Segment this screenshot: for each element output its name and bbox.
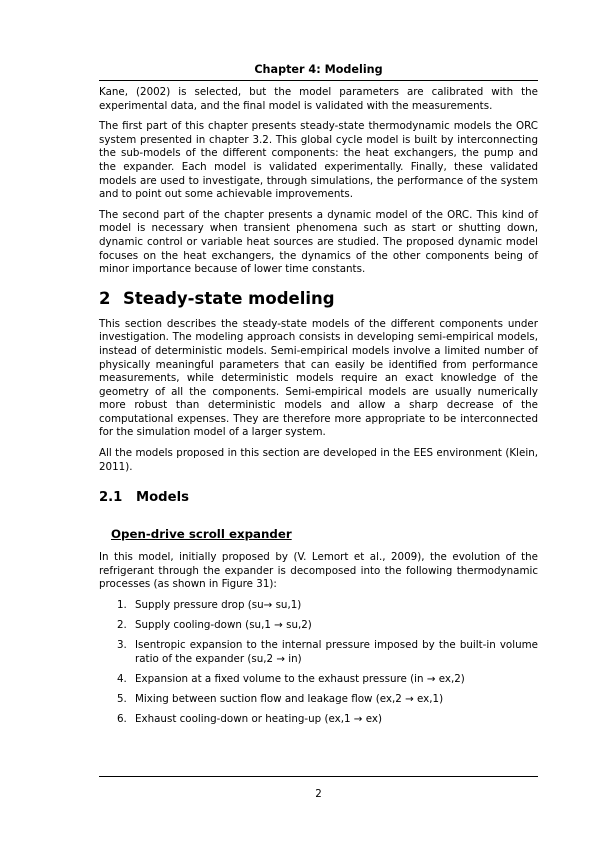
section-paragraph-2: All the models proposed in this section are developed in the EES environment (Klein, 2011). bbox=[99, 447, 538, 473]
list-item-number: 3. bbox=[117, 639, 127, 652]
list-item-text: Supply cooling-down (su,1 → su,2) bbox=[135, 619, 312, 632]
list-item bbox=[99, 599, 538, 613]
section-number: 2 bbox=[99, 288, 111, 308]
page-body bbox=[99, 86, 538, 733]
intro-paragraph-1: Kane, (2002) is selected, but the model parameters are calibrated with the experimental data, and the final model is validated with the measurements. bbox=[99, 86, 538, 112]
list-item-number: 5. bbox=[117, 693, 127, 705]
list-item-text: Exhaust cooling-down or heating-up (ex,1 → ex) bbox=[135, 713, 382, 726]
list-item-number: 6. bbox=[117, 713, 127, 726]
list-item-number: 2. bbox=[117, 619, 127, 632]
list-item-text: Mixing between suction flow and leakage flow (ex,2 → ex,1) bbox=[135, 693, 444, 705]
list-item-text: Supply pressure drop (su→ su,1) bbox=[135, 599, 302, 612]
page-number: 2 bbox=[315, 788, 322, 800]
intro-paragraph-2: The first part of this chapter presents steady-state thermodynamic models the ORC system presented in chapter 3.2. This global cycle model is built by interconnecting the sub-models of the different components: the heat exchangers, the pump and the expander. Each model is validated experimentally. Finally, these validated models are used to investigate, through simulations, the performance of the system and to point out some achievable improvements. bbox=[99, 120, 538, 201]
list-item-number: 1. bbox=[117, 599, 127, 612]
footer-rule bbox=[99, 776, 538, 777]
list-item bbox=[99, 619, 538, 633]
subsection-title: Models bbox=[136, 490, 189, 506]
header-rule bbox=[99, 80, 538, 81]
process-list bbox=[99, 599, 538, 727]
list-item bbox=[99, 673, 538, 687]
list-item-text: Expansion at a fixed volume to the exhaust pressure (in → ex,2) bbox=[135, 672, 465, 685]
section-title: Steady-state modeling bbox=[123, 288, 335, 308]
list-item bbox=[99, 639, 538, 666]
subsection-number: 2.1 bbox=[99, 490, 123, 506]
list-item bbox=[99, 713, 538, 727]
section-heading-steady-state bbox=[99, 289, 538, 309]
subsection-paragraph: In this model, initially proposed by (V. Lemort et al., 2009), the evolution of the refrigerant through the expander is decomposed into the following thermodynamic processes (as shown in Figure 31): bbox=[99, 551, 538, 591]
subheading-scroll-expander: Open-drive scroll expander bbox=[111, 527, 292, 542]
intro-paragraph-3: The second part of the chapter presents a dynamic model of the ORC. This kind of model is necessary when transient phenomena such as start or shutting down, dynamic control or variable heat sources are studied. The proposed dynamic model focuses on the heat exchangers, the dynamics of the other components being of minor importance because of lower time constants. bbox=[99, 208, 538, 276]
running-header: Chapter 4: Modeling bbox=[254, 63, 383, 76]
list-item bbox=[99, 693, 538, 707]
subsection-heading-models bbox=[99, 489, 538, 506]
list-item-number: 4. bbox=[117, 672, 127, 685]
section-paragraph-1: This section describes the steady-state models of the different components under investigation. The modeling approach consists in developing semi-empirical models, instead of deterministic models. Semi-empirical models involve a limited number of physically meaningful parameters that can easily be identified from performance measurements, while deterministic models require an exact knowledge of the geometry of all the components. Semi-empirical models are usually numerically more robust than deterministic models and allow a sharp decrease of the computational expenses. They are therefore more appropriate to be interconnected for the simulation model of a larger system. bbox=[99, 317, 538, 439]
list-item-text: Isentropic expansion to the internal pressure imposed by the built-in volume ratio of the expander (su,2 → in) bbox=[135, 639, 538, 665]
